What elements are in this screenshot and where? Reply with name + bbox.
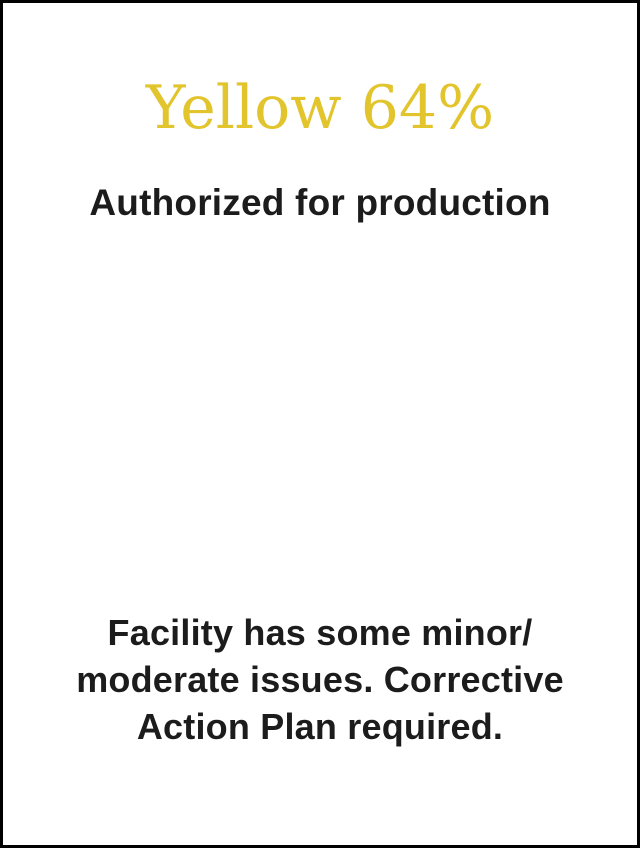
note-line-2: moderate issues. Corrective: [76, 659, 564, 700]
note-line-1: Facility has some minor/: [107, 612, 533, 653]
rating-title: Yellow 64%: [145, 73, 495, 143]
note-line-3: Action Plan required.: [136, 706, 504, 747]
corrective-action-note: [3, 609, 637, 750]
authorization-status: Authorized for production: [89, 182, 551, 223]
